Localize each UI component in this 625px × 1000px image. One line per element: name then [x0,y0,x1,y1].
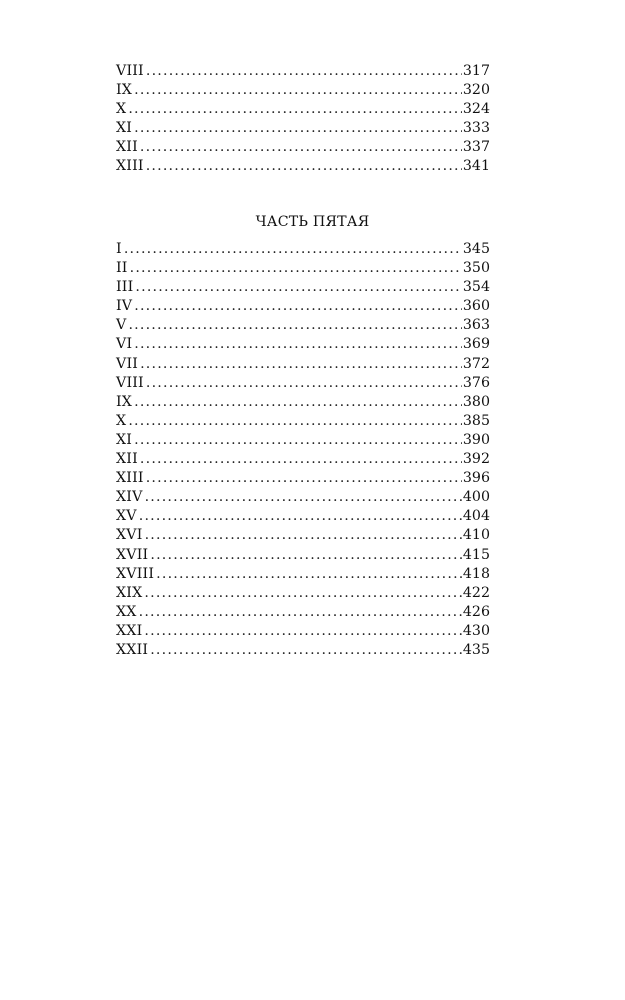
chapter-number: VI [116,336,133,353]
dot-leader [150,546,462,565]
page-number: 410 [462,527,490,544]
dot-leader [124,240,462,259]
dot-leader [139,603,462,622]
dot-leader [139,507,462,526]
dot-leader [150,641,462,660]
toc-entry[interactable] [116,62,490,81]
chapter-number: XX [116,603,137,620]
dot-leader [145,526,462,545]
toc-entry[interactable] [116,526,490,545]
toc-entry[interactable] [116,119,490,138]
page-number: 390 [462,431,490,448]
toc-entry[interactable] [116,507,490,526]
page-number: 385 [462,412,490,429]
toc-entry[interactable] [116,100,490,119]
page-number: 372 [462,355,490,372]
dot-leader [144,584,462,603]
page-number: 400 [462,489,490,506]
chapter-number: XI [116,431,133,448]
chapter-number: V [116,317,127,334]
page-number: 354 [462,279,490,296]
chapter-number: IX [116,82,133,99]
dot-leader [134,335,462,354]
toc-entry[interactable] [116,335,490,354]
chapter-number: III [116,279,134,296]
toc-entry[interactable] [116,138,490,157]
toc-entry[interactable] [116,565,490,584]
dot-leader [134,119,462,138]
chapter-number: VII [116,355,139,372]
toc-entry[interactable] [116,622,490,641]
dot-leader [128,412,462,431]
toc-entry[interactable] [116,355,490,374]
dot-leader [146,157,462,176]
dot-leader [130,259,462,278]
chapter-number: XIII [116,158,144,175]
toc-entry[interactable] [116,469,490,488]
page-number: 415 [462,546,490,563]
page-number: 404 [462,508,490,525]
toc-entry[interactable] [116,374,490,393]
toc-entry[interactable] [116,278,490,297]
toc-entry[interactable] [116,546,490,565]
page-number: 320 [462,82,490,99]
dot-leader [134,297,462,316]
toc-entry[interactable] [116,157,490,176]
dot-leader [156,565,462,584]
chapter-number: XI [116,120,133,137]
chapter-number: XII [116,139,138,156]
chapter-number: X [116,412,127,429]
chapter-number: VIII [116,63,144,79]
page-number: 341 [462,158,490,175]
toc-part-four-continued [116,62,490,177]
dot-leader [140,138,462,157]
toc-entry[interactable] [116,431,490,450]
dot-leader [134,81,462,100]
page-number: 435 [462,641,490,658]
page-number: 380 [462,393,490,410]
dot-leader [128,100,462,119]
page-number: 324 [462,101,490,118]
toc-entry[interactable] [116,297,490,316]
toc-entry[interactable] [116,259,490,278]
page-number: 350 [462,260,490,277]
dot-leader [144,622,462,641]
page-number: 317 [462,63,490,79]
page-number: 369 [462,336,490,353]
dot-leader [146,62,462,81]
page-number: 363 [462,317,490,334]
page-number: 345 [462,241,490,257]
toc-entry[interactable] [116,412,490,431]
toc-entry[interactable] [116,81,490,100]
chapter-number: XIV [116,489,143,506]
chapter-number: XII [116,451,138,468]
page-number: 392 [462,451,490,468]
chapter-number: XVII [116,546,149,563]
page-number: 426 [462,603,490,620]
chapter-number: I [116,241,122,257]
dot-leader [146,469,462,488]
chapter-number: VIII [116,374,144,391]
toc-entry[interactable] [116,393,490,412]
dot-leader [145,488,462,507]
chapter-number: X [116,101,127,118]
toc-entry[interactable] [116,450,490,469]
chapter-number: XIII [116,470,144,487]
dot-leader [146,374,462,393]
page-number: 376 [462,374,490,391]
page-number: 396 [462,470,490,487]
dot-leader [134,393,462,412]
toc-entry[interactable] [116,488,490,507]
chapter-number: II [116,260,128,277]
chapter-number: IV [116,298,133,315]
chapter-number: XVIII [116,565,155,582]
page-number: 418 [462,565,490,582]
chapter-number: XIX [116,584,143,601]
dot-leader [140,450,462,469]
toc-entry[interactable] [116,603,490,622]
dot-leader [128,316,461,335]
page-number: 337 [462,139,490,156]
toc-entry[interactable] [116,240,490,259]
page-number: 333 [462,120,490,137]
chapter-number: XV [116,508,137,525]
dot-leader [140,355,462,374]
part-five-heading: ЧАСТЬ ПЯТАЯ [255,214,370,230]
toc-entry[interactable] [116,316,490,335]
chapter-number: XXI [116,622,143,639]
chapter-number: XVI [116,527,143,544]
page-number: 430 [462,622,490,639]
page-number: 422 [462,584,490,601]
toc-entry[interactable] [116,584,490,603]
toc-part-five [116,240,490,660]
dot-leader [135,278,461,297]
chapter-number: IX [116,393,133,410]
chapter-number: XXII [116,641,149,658]
dot-leader [134,431,462,450]
page-number: 360 [462,298,490,315]
toc-entry[interactable] [116,641,490,660]
